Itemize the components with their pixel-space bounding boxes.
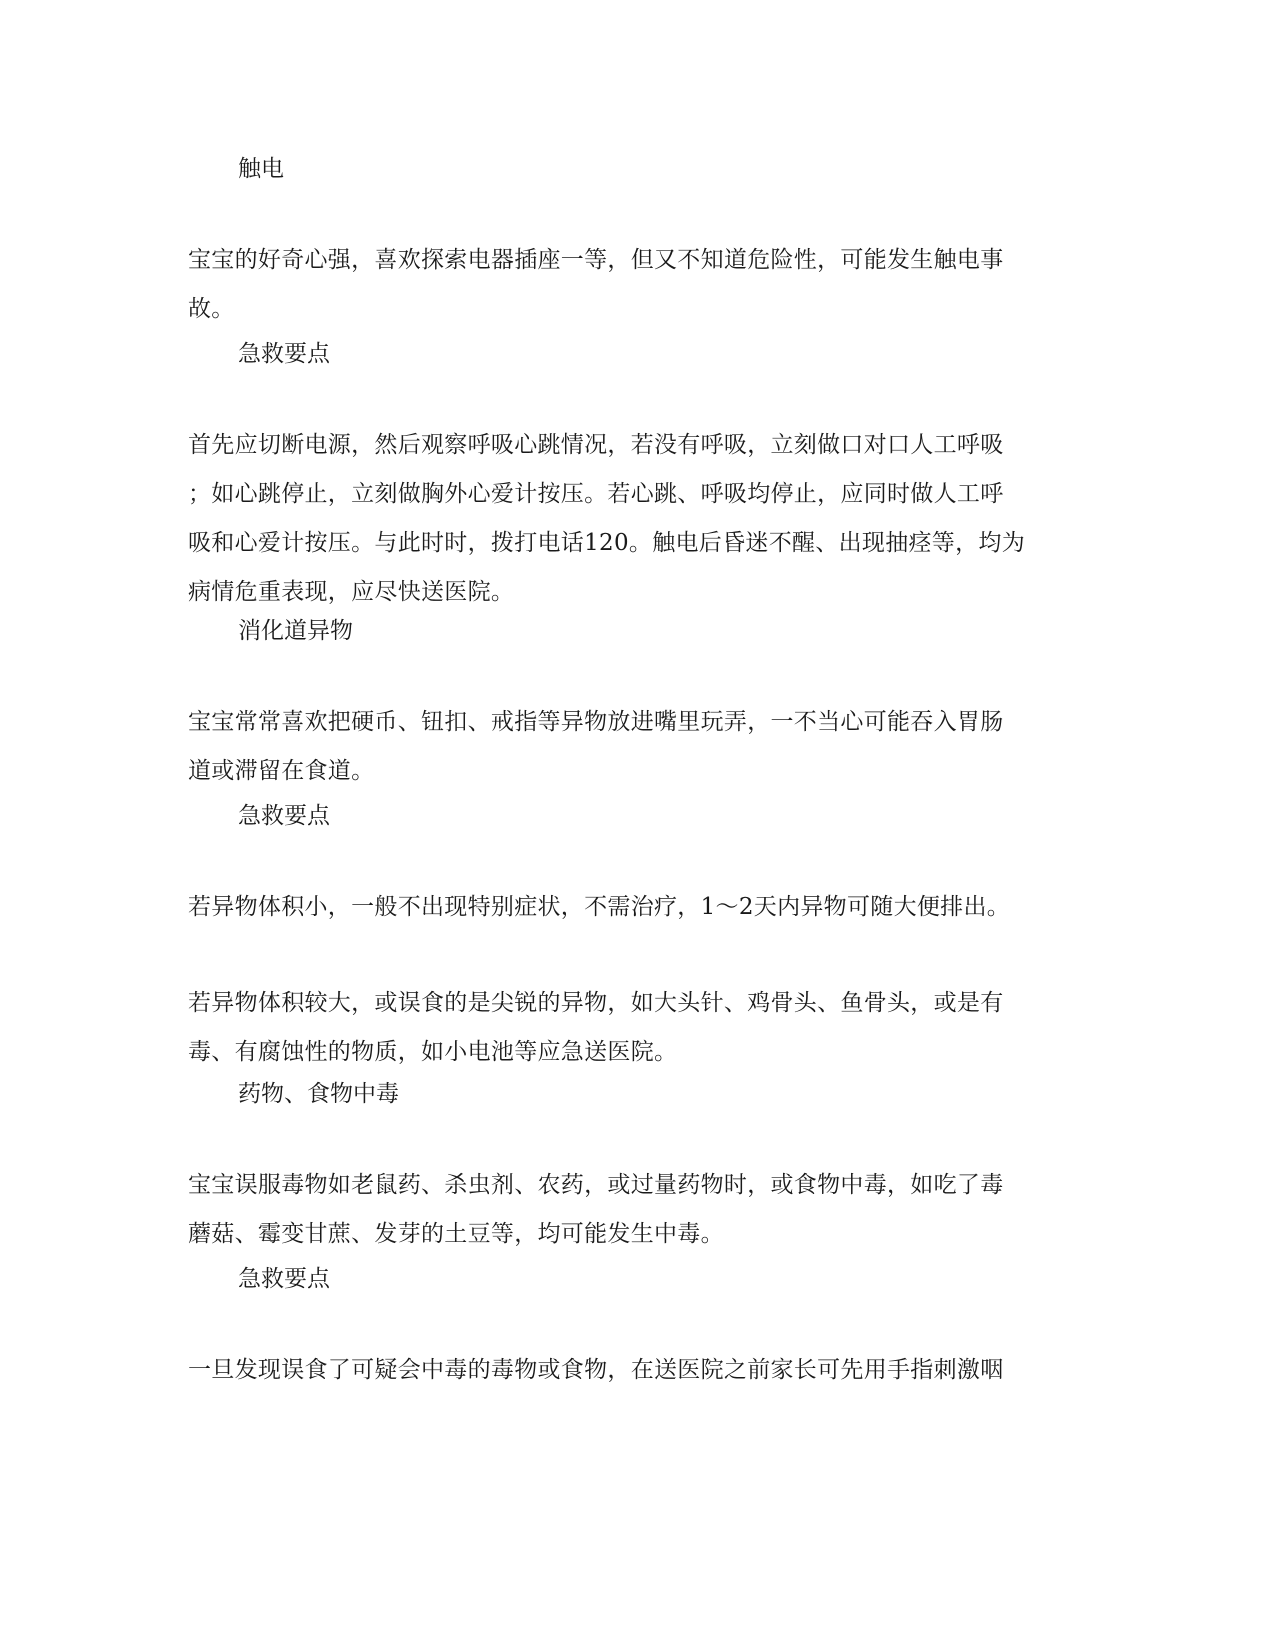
section-heading-first-aid-3: 急救要点: [238, 1266, 330, 1292]
text-line: 道或滞留在食道。: [188, 758, 375, 784]
text-line: 故。: [188, 296, 235, 322]
paragraph-foreign-body-intro: [188, 698, 1068, 796]
section-heading-electric-shock: 触电: [238, 156, 284, 182]
paragraph-first-aid-poisoning: [188, 1346, 1068, 1395]
text-line: ；如心跳停止，立刻做胸外心爱计按压。若心跳、呼吸均停止，应同时做人工呼: [188, 481, 1004, 507]
paragraph-electric-shock-intro: [188, 236, 1068, 334]
text-line: 蘑菇、霉变甘蔗、发芽的土豆等，均可能发生中毒。: [188, 1221, 724, 1247]
paragraph-poisoning-intro: [188, 1161, 1068, 1259]
text-line: 若异物体积较大，或误食的是尖锐的异物，如大头针、鸡骨头、鱼骨头，或是有: [188, 990, 1004, 1016]
paragraph-first-aid-foreign-small: [188, 883, 1068, 932]
text-line: 吸和心爱计按压。与此时时，拨打电话120。触电后昏迷不醒、出现抽痉等，均为: [188, 530, 1025, 556]
text-line: 若异物体积小，一般不出现特别症状，不需治疗，1～2天内异物可随大便排出。: [188, 894, 1011, 920]
section-heading-first-aid-1: 急救要点: [238, 341, 330, 367]
section-heading-poisoning: 药物、食物中毒: [238, 1081, 399, 1107]
text-line: 宝宝常常喜欢把硬币、钮扣、戒指等异物放进嘴里玩弄，一不当心可能吞入胃肠: [188, 709, 1004, 735]
text-line: 毒、有腐蚀性的物质，如小电池等应急送医院。: [188, 1039, 678, 1065]
paragraph-first-aid-foreign-large: [188, 979, 1068, 1077]
text-line: 首先应切断电源，然后观察呼吸心跳情况，若没有呼吸，立刻做口对口人工呼吸: [188, 432, 1004, 458]
section-heading-foreign-body: 消化道异物: [238, 618, 353, 644]
paragraph-first-aid-electric: [188, 421, 1068, 617]
text-line: 一旦发现误食了可疑会中毒的毒物或食物，在送医院之前家长可先用手指刺激咽: [188, 1357, 1004, 1383]
text-line: 宝宝的好奇心强，喜欢探索电器插座一等，但又不知道危险性，可能发生触电事: [188, 247, 1004, 273]
text-line: 宝宝误服毒物如老鼠药、杀虫剂、农药，或过量药物时，或食物中毒，如吃了毒: [188, 1172, 1004, 1198]
text-line: 病情危重表现，应尽快送医院。: [188, 579, 515, 605]
section-heading-first-aid-2: 急救要点: [238, 803, 330, 829]
